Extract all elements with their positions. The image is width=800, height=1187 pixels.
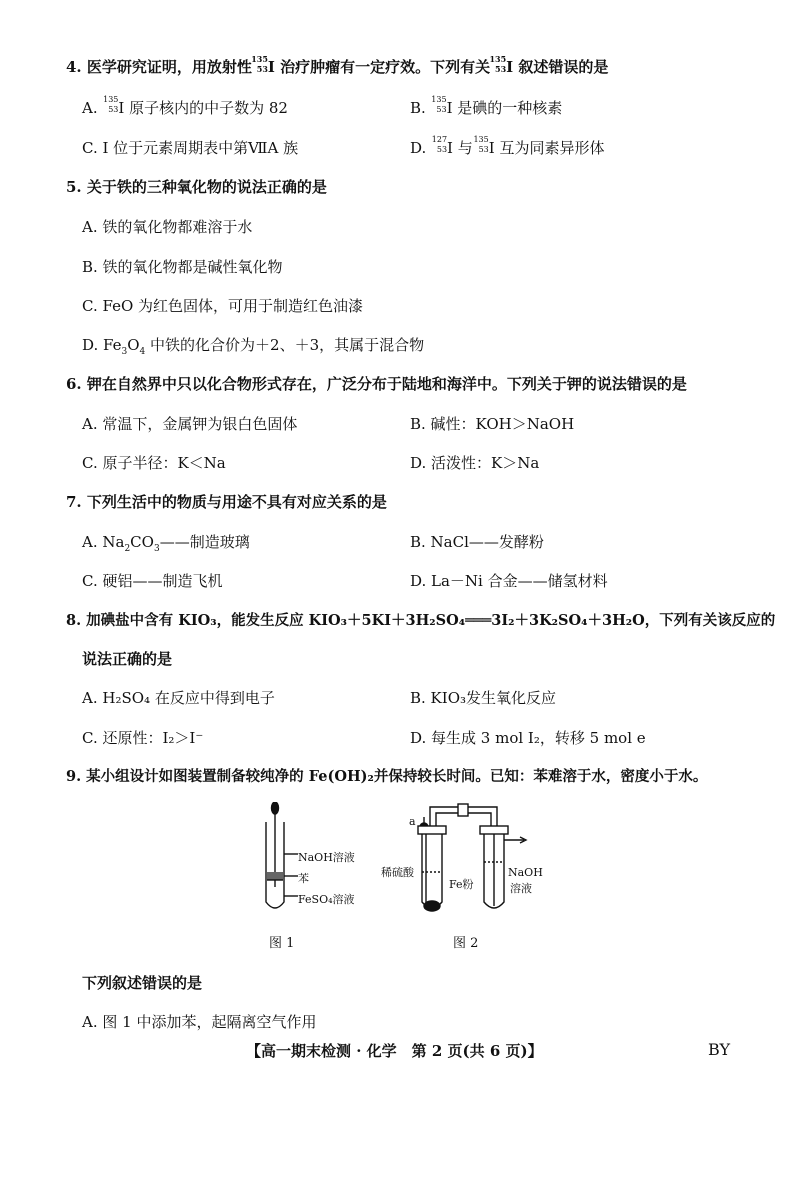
question-8-stem-line1: 8. 加碘盐中含有 KIO₃，能发生反应 KIO₃＋5KI＋3H₂SO₄═══3I₂＋3K₂SO₄＋3H₂O，下列有关该反应的 bbox=[66, 612, 776, 629]
q6-option-c[interactable]: C. 原子半径：K＜Na bbox=[82, 454, 226, 472]
q4-stem-part: 4. 医学研究证明，用放射性 bbox=[66, 58, 252, 76]
q8-option-a[interactable]: A. H₂SO₄ 在反应中得到电子 bbox=[82, 689, 275, 707]
subscript: 2 bbox=[124, 544, 131, 554]
option-letter: B. bbox=[410, 99, 426, 117]
question-5-stem: 5. 关于铁的三种氧化物的说法正确的是 bbox=[66, 178, 327, 196]
q6-option-d[interactable]: D. 活泼性：K＞Na bbox=[410, 454, 540, 472]
q4-option-c[interactable]: C. I 位于元素周期表中第ⅦA 族 bbox=[82, 139, 299, 157]
q5-option-a[interactable]: A. 铁的氧化物都难溶于水 bbox=[82, 218, 253, 236]
option-text: ——制造玻璃 bbox=[159, 533, 250, 551]
iso-mass: 127 bbox=[431, 135, 448, 144]
q8-option-d[interactable]: D. 每生成 3 mol I₂，转移 5 mol e bbox=[410, 729, 646, 747]
page-footer: 【高一期末检测 · 化学 第 2 页(共 6 页)】 bbox=[246, 1042, 543, 1060]
iso-mass: 135 bbox=[103, 95, 119, 104]
iso-mass: 135 bbox=[473, 135, 489, 144]
q6-option-b[interactable]: B. 碱性：KOH＞NaOH bbox=[410, 415, 575, 433]
question-7-stem: 7. 下列生活中的物质与用途不具有对应关系的是 bbox=[66, 493, 387, 511]
fig2-valve-a-label: a bbox=[409, 815, 416, 828]
iso-z: 53 bbox=[436, 145, 448, 154]
iso-mass: 135 bbox=[431, 95, 447, 104]
fig1-feso4-label: FeSO₄溶液 bbox=[298, 893, 355, 906]
q4-option-d[interactable] bbox=[410, 137, 604, 158]
q8-option-b[interactable]: B. KIO₃发生氧化反应 bbox=[410, 689, 557, 707]
q4-stem-part: I 治疗肿瘤有一定疗效。下列有关 bbox=[267, 58, 491, 76]
q7-option-c[interactable]: C. 硬铝——制造飞机 bbox=[82, 572, 223, 590]
fig2-solution-label: 溶液 bbox=[510, 882, 532, 895]
iso-mass: 135 bbox=[489, 54, 507, 64]
figure-1-apparatus bbox=[266, 802, 298, 908]
option-text: I 原子核内的中子数为 82 bbox=[118, 99, 288, 117]
iso-135-53 bbox=[102, 95, 119, 114]
q5-option-d[interactable] bbox=[82, 334, 424, 357]
q5-option-c[interactable]: C. FeO 为红色固体，可用于制造红色油漆 bbox=[82, 297, 364, 315]
iso-135-53 bbox=[431, 95, 447, 114]
option-text: O bbox=[127, 336, 140, 354]
q4-stem-part: I 叙述错误的是 bbox=[506, 58, 609, 76]
q7-option-d[interactable]: D. La－Ni 合金——储氢材料 bbox=[410, 572, 608, 590]
iso-z: 53 bbox=[478, 145, 489, 154]
option-letter: A. bbox=[82, 99, 98, 117]
iso-127-53 bbox=[431, 135, 448, 154]
subscript: 3 bbox=[153, 544, 160, 554]
option-text: A. Na bbox=[82, 533, 125, 551]
question-8-stem-line2: 说法正确的是 bbox=[82, 650, 173, 668]
iso-z: 53 bbox=[108, 105, 119, 114]
iso-mass: 135 bbox=[251, 54, 268, 64]
iso-z: 53 bbox=[436, 105, 447, 114]
exam-code: BY bbox=[708, 1040, 731, 1059]
fig2-acid-label: 稀硫酸 bbox=[381, 866, 414, 879]
question-9-sub-stem: 下列叙述错误的是 bbox=[82, 974, 203, 992]
fig2-fe-label: Fe粉 bbox=[449, 878, 474, 891]
question-9-stem: 9. 某小组设计如图装置制备较纯净的 Fe(OH)₂并保持较长时间。已知：苯难溶于水，密度小于水。 bbox=[66, 768, 708, 785]
figure-1-caption: 图 1 bbox=[269, 936, 295, 951]
q9-option-a[interactable]: A. 图 1 中添加苯，起隔离空气作用 bbox=[82, 1013, 317, 1031]
iso-135-53 bbox=[251, 54, 268, 74]
iso-135-53 bbox=[489, 54, 507, 74]
option-text: 中铁的化合价为＋2、＋3，其属于混合物 bbox=[145, 336, 425, 354]
question-4-stem bbox=[66, 56, 608, 77]
option-text: I 与 bbox=[447, 139, 473, 157]
fig1-benzene-label: 苯 bbox=[298, 872, 309, 885]
option-text: I 互为同素异形体 bbox=[488, 139, 605, 157]
q7-option-a[interactable] bbox=[82, 531, 250, 554]
option-letter: D. bbox=[410, 139, 427, 157]
option-text: D. Fe bbox=[82, 336, 122, 354]
q6-option-a[interactable]: A. 常温下，金属钾为银白色固体 bbox=[82, 415, 298, 433]
fig2-naoh-label: NaOH bbox=[508, 866, 543, 879]
q8-option-c[interactable]: C. 还原性：I₂＞I⁻ bbox=[82, 729, 204, 747]
q4-option-a[interactable] bbox=[82, 97, 288, 118]
iso-z: 53 bbox=[256, 64, 268, 74]
q5-option-b[interactable]: B. 铁的氧化物都是碱性氧化物 bbox=[82, 258, 283, 276]
subscript: 4 bbox=[139, 347, 146, 357]
option-text: CO bbox=[130, 533, 154, 551]
question-6-stem: 6. 钾在自然界中只以化合物形式存在，广泛分布于陆地和海洋中。下列关于钾的说法错误的是 bbox=[66, 375, 687, 393]
fig1-naoh-label: NaOH溶液 bbox=[298, 851, 355, 864]
subscript: 3 bbox=[121, 347, 128, 357]
option-text: I 是碘的一种核素 bbox=[446, 99, 563, 117]
iso-135-53 bbox=[473, 135, 489, 154]
q4-option-b[interactable] bbox=[410, 97, 562, 118]
iso-z: 53 bbox=[495, 64, 507, 74]
figure-2-caption: 图 2 bbox=[453, 936, 479, 951]
q7-option-b[interactable]: B. NaCl——发酵粉 bbox=[410, 533, 544, 551]
